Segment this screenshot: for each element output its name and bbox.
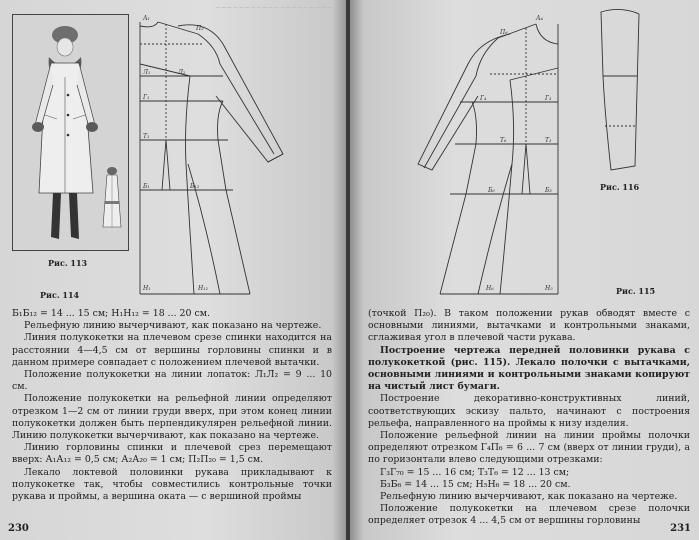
front-pattern-draft: [360, 4, 570, 304]
paragraph: Рельефную линию вычерчивают, как показано на чертеже.: [380, 491, 678, 503]
draft-label: Т₁: [143, 133, 150, 140]
draft-label: Т₆: [500, 137, 507, 144]
draft-label: Г₃: [545, 95, 552, 102]
paragraph: Г₃Г₇₀ = 15 ... 16 см; Т₃Т₆ = 12 ... 13 см;: [380, 466, 570, 478]
right-body-text: [368, 308, 690, 528]
coat-illustration-frame: [12, 14, 129, 251]
draft-label: Т₃: [545, 137, 552, 144]
paragraph: Рельефную линию вычерчивают, как показано на чертеже.: [24, 320, 322, 332]
paragraph: Положение полукокетки на рельефной линии определяют отрезком 1—2 см от линии груди вверх, при этом конец линии полукокетки должен быть перпендикулярен рельефной линии. Линию полукокетки вычерчивают, как показано на чертеже.: [12, 393, 332, 442]
paragraph: Б₁Б₁₂ = 14 ... 15 см; Н₁Н₁₂ = 18 ... 20 см.: [12, 308, 210, 319]
figure-113-caption: Рис. 113: [48, 258, 88, 268]
draft-label: А₁: [143, 15, 150, 22]
paragraph: Положение рельефной линии на линии проймы полочки определяют отрезком Г₄П₆ = 6 ... 7 см (вверх от линии груди), а по горизонтали влево следующими отрезками:: [368, 430, 690, 466]
page-number: 230: [8, 523, 29, 534]
draft-label: Н₆: [486, 285, 494, 292]
draft-label: Л₁: [143, 69, 151, 76]
right-page: [350, 0, 699, 540]
figure-114-caption: Рис. 114: [40, 290, 80, 300]
coat-illustration: [13, 15, 128, 250]
paragraph: (точкой П₂₀). В таком положении рукав обводят вместе с основными линиями, вытачками и контрольными знаками, сглаживая угол в плечевой части рукава.: [368, 308, 690, 344]
page-number: 231: [670, 523, 691, 534]
back-pattern-draft: [128, 4, 346, 304]
figure-116-caption: Рис. 116: [600, 182, 640, 192]
paragraph: Линия полукокетки на плечевом срезе спинки находится на расстоянии 4—4,5 см от вершины горловины спинки и в данном примере совпадает с положением плечевой вытачки.: [12, 332, 332, 368]
figure-115-caption: Рис. 115: [616, 286, 656, 296]
paragraph: Построение декоративно-конструктивных линий, соответствующих эскизу пальто, начинают с построения рельефа, направленного на проймы к низу изделия.: [368, 393, 690, 429]
paragraph: Положение полукокетки на плечевом срезе полочки определяет отрезок 4 ... 4,5 см от вершины горловины: [368, 503, 690, 527]
paragraph: Линию горловины спинки и плечевой срез перемещают вверх: А₁А₁₂ = 0,5 см; А₂А₂₀ = 1 см; П₂П₂₀ = 1,5 см.: [12, 442, 332, 466]
draft-label: Б₃: [545, 187, 552, 194]
draft-label: П₂: [196, 25, 204, 32]
section-heading-paragraph: Построение чертежа передней половинки рукава с полукокеткой (рис. 115). Лекало полочки с вытачками, основными линиями и контрольными знаками копируют на чистый лист бумаги.: [368, 344, 690, 393]
left-body-text: [12, 308, 332, 503]
paragraph: Лекало локтевой половинки рукава прикладывают к полукокетке так, чтобы совместились контрольные точки рукава и проймы, а вершина оката — с вершиной проймы: [12, 466, 332, 503]
draft-label: Л₂: [178, 69, 186, 76]
draft-label: Б₆: [488, 187, 495, 194]
bleed-through-text: ~~~~~~~~~~~~~~~~~~~~: [215, 4, 333, 12]
draft-label: Б₁: [143, 183, 150, 190]
draft-label: Г₁: [143, 94, 150, 101]
draft-label: Б₁₂: [190, 183, 200, 190]
draft-label: Н₅: [545, 285, 553, 292]
paragraph: Положение полукокетки на линии лопаток: Л₁Л₂ = 9 ... 10 см.: [12, 369, 332, 393]
sleeve-yoke-piece: [595, 6, 645, 176]
left-page: [0, 0, 346, 540]
paragraph: Б₃Б₆ = 14 ... 15 см; Н₅Н₆ = 18 ... 20 см.: [380, 478, 571, 490]
draft-label: П₆: [500, 29, 508, 36]
draft-label: Г₄: [480, 95, 487, 102]
draft-label: А₄: [536, 15, 543, 22]
draft-label: Н₁₂: [198, 285, 209, 292]
draft-label: Н₁: [143, 285, 151, 292]
